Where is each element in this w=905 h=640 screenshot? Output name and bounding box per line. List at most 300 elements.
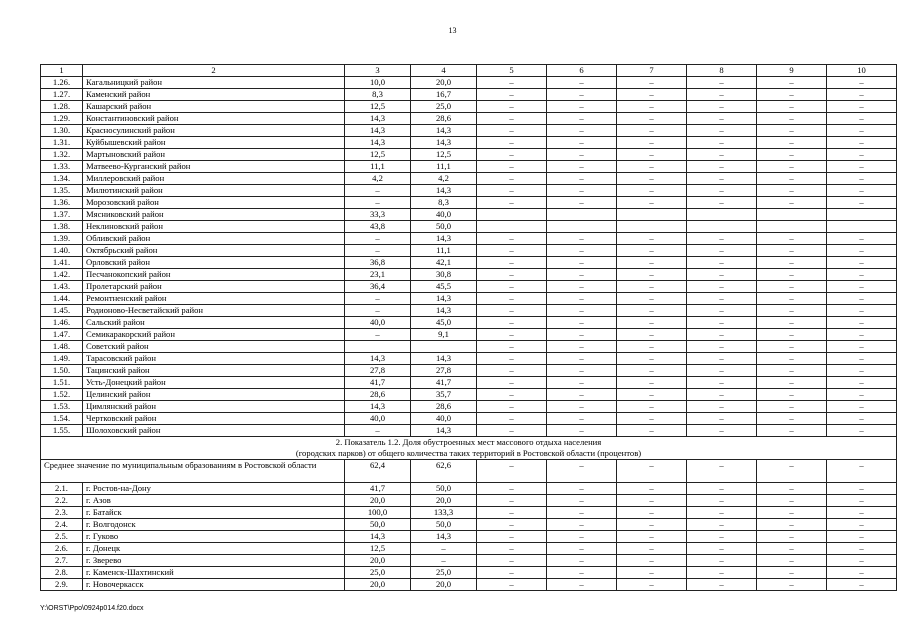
value-col-7: – xyxy=(617,507,687,519)
value-col-6: – xyxy=(547,317,617,329)
table-row xyxy=(41,389,897,401)
value-col-9: – xyxy=(757,531,827,543)
value-col-10: – xyxy=(827,233,897,245)
value-col-5: – xyxy=(477,567,547,579)
value-col-6: – xyxy=(547,483,617,495)
value-col-6: – xyxy=(547,543,617,555)
table-row xyxy=(41,245,897,257)
value-col-10: – xyxy=(827,483,897,495)
value-col-6: – xyxy=(547,377,617,389)
value-col-4: 14,3 xyxy=(411,185,477,197)
value-col-6: – xyxy=(547,531,617,543)
value-col-3: – xyxy=(345,293,411,305)
value-col-6 xyxy=(547,209,617,221)
value-col-6: – xyxy=(547,125,617,137)
municipality-name: Родионово-Несветайский район xyxy=(83,305,345,317)
value-col-5: – xyxy=(477,377,547,389)
value-col-6: – xyxy=(547,401,617,413)
row-number: 1.38. xyxy=(41,221,83,233)
value-col-6: – xyxy=(547,257,617,269)
value-col-3: 14,3 xyxy=(345,531,411,543)
row-number: 1.54. xyxy=(41,413,83,425)
municipality-name: Пролетарский район xyxy=(83,281,345,293)
value-col-8: – xyxy=(687,555,757,567)
value-col-3: 41,7 xyxy=(345,483,411,495)
table-row xyxy=(41,269,897,281)
value-col-7: – xyxy=(617,401,687,413)
table-row xyxy=(41,221,897,233)
value-col-7 xyxy=(617,221,687,233)
row-number: 1.51. xyxy=(41,377,83,389)
municipality-name: Сальский район xyxy=(83,317,345,329)
value-col-10: – xyxy=(827,113,897,125)
value-col-3: – xyxy=(345,329,411,341)
value-col-9: – xyxy=(757,519,827,531)
value-col-6: – xyxy=(547,495,617,507)
value-col-7: – xyxy=(617,101,687,113)
value-col-3: 43,8 xyxy=(345,221,411,233)
value-col-9: – xyxy=(757,233,827,245)
value-col-9: – xyxy=(757,149,827,161)
value-col-6: – xyxy=(547,555,617,567)
row-number: 1.33. xyxy=(41,161,83,173)
table-row xyxy=(41,341,897,353)
value-col-3: 4,2 xyxy=(345,173,411,185)
value-col-9: – xyxy=(757,269,827,281)
municipality-name: Орловский район xyxy=(83,257,345,269)
value-col-7: – xyxy=(617,77,687,89)
row-number: 2.7. xyxy=(41,555,83,567)
value-col-9: – xyxy=(757,185,827,197)
value-col-8 xyxy=(687,209,757,221)
value-col-10: – xyxy=(827,305,897,317)
value-col-7: – xyxy=(617,413,687,425)
value-col-8: – xyxy=(687,197,757,209)
municipality-name: г. Азов xyxy=(83,495,345,507)
value-col-3: 12,5 xyxy=(345,101,411,113)
value-col-5: – xyxy=(477,401,547,413)
value-col-4: 4,2 xyxy=(411,173,477,185)
value-col-8: – xyxy=(687,185,757,197)
value-col-5: – xyxy=(477,113,547,125)
table-row xyxy=(41,483,897,495)
value-col-8: – xyxy=(687,341,757,353)
value-col-7: – xyxy=(617,305,687,317)
value-col-9: – xyxy=(757,281,827,293)
municipality-name: Красносулинский район xyxy=(83,125,345,137)
value-col-7: – xyxy=(617,531,687,543)
value-col-3: 23,1 xyxy=(345,269,411,281)
value-col-5: – xyxy=(477,101,547,113)
row-number: 1.49. xyxy=(41,353,83,365)
table-row xyxy=(41,101,897,113)
value-col-8: – xyxy=(687,519,757,531)
value-col-7: – xyxy=(617,245,687,257)
value-col-7: – xyxy=(617,185,687,197)
value-col-8: – xyxy=(687,317,757,329)
value-col-9: – xyxy=(757,173,827,185)
value-col-4: 40,0 xyxy=(411,413,477,425)
value-col-10: – xyxy=(827,125,897,137)
value-col-8: – xyxy=(687,305,757,317)
municipality-name: Советский район xyxy=(83,341,345,353)
municipality-name: Семикаракорский район xyxy=(83,329,345,341)
value-col-6: – xyxy=(547,341,617,353)
value-col-10 xyxy=(827,221,897,233)
value-col-8: – xyxy=(687,365,757,377)
value-col-9: – xyxy=(757,293,827,305)
value-col-9: – xyxy=(757,341,827,353)
value-col-9: – xyxy=(757,317,827,329)
value-col-9: – xyxy=(757,460,827,483)
value-col-4: 20,0 xyxy=(411,77,477,89)
value-col-8: – xyxy=(687,173,757,185)
value-col-6: – xyxy=(547,149,617,161)
value-col-10: – xyxy=(827,507,897,519)
value-col-8: – xyxy=(687,89,757,101)
value-col-4: 14,3 xyxy=(411,353,477,365)
value-col-7: – xyxy=(617,161,687,173)
municipality-name: г. Волгодонск xyxy=(83,519,345,531)
table-row xyxy=(41,579,897,591)
value-col-10: – xyxy=(827,567,897,579)
value-col-3: 14,3 xyxy=(345,401,411,413)
value-col-5: – xyxy=(477,125,547,137)
municipality-name: Куйбышевский район xyxy=(83,137,345,149)
value-col-7: – xyxy=(617,365,687,377)
table-row xyxy=(41,567,897,579)
value-col-8: – xyxy=(687,413,757,425)
value-col-10: – xyxy=(827,401,897,413)
value-col-6: – xyxy=(547,507,617,519)
section-title-line-1: 2. Показатель 1.2. Доля обустроенных мест массового отдыха населения xyxy=(335,437,602,447)
table-row xyxy=(41,365,897,377)
table-row xyxy=(41,281,897,293)
value-col-3 xyxy=(345,341,411,353)
value-col-10: – xyxy=(827,413,897,425)
value-col-4: 28,6 xyxy=(411,113,477,125)
value-col-8: – xyxy=(687,495,757,507)
value-col-9: – xyxy=(757,353,827,365)
municipality-name: Усть-Донецкий район xyxy=(83,377,345,389)
value-col-8: – xyxy=(687,293,757,305)
value-col-9: – xyxy=(757,101,827,113)
header-cell: 4 xyxy=(411,65,477,77)
value-col-5: – xyxy=(477,425,547,437)
municipality-name: Тацинский район xyxy=(83,365,345,377)
value-col-4: 40,0 xyxy=(411,209,477,221)
row-number: 1.41. xyxy=(41,257,83,269)
value-col-9: – xyxy=(757,579,827,591)
municipality-name: Песчанокопский район xyxy=(83,269,345,281)
value-col-7: – xyxy=(617,460,687,483)
value-col-3: 8,3 xyxy=(345,89,411,101)
value-col-10: – xyxy=(827,317,897,329)
table-row xyxy=(41,293,897,305)
section-title-line-2: (городских парков) от общего количества таких территорий в Ростовской области (процентов) xyxy=(295,448,642,458)
value-col-9: – xyxy=(757,89,827,101)
row-number: 2.8. xyxy=(41,567,83,579)
footer-file-path: Y:\ORST\Ppo\0924p014.f20.docx xyxy=(40,605,144,612)
row-number: 2.1. xyxy=(41,483,83,495)
value-col-9: – xyxy=(757,389,827,401)
municipality-name: Тарасовский район xyxy=(83,353,345,365)
value-col-9: – xyxy=(757,413,827,425)
value-col-7: – xyxy=(617,353,687,365)
value-col-7 xyxy=(617,209,687,221)
value-col-3: 10,0 xyxy=(345,77,411,89)
value-col-5: – xyxy=(477,483,547,495)
value-col-9: – xyxy=(757,137,827,149)
value-col-3: 27,8 xyxy=(345,365,411,377)
value-col-4: 20,0 xyxy=(411,495,477,507)
value-col-4: 28,6 xyxy=(411,401,477,413)
value-col-8: – xyxy=(687,113,757,125)
value-col-3: 28,6 xyxy=(345,389,411,401)
value-col-9: – xyxy=(757,125,827,137)
value-col-6: – xyxy=(547,233,617,245)
value-col-10: – xyxy=(827,353,897,365)
table-row xyxy=(41,89,897,101)
value-col-10: – xyxy=(827,257,897,269)
value-col-10: – xyxy=(827,519,897,531)
value-col-3: 14,3 xyxy=(345,353,411,365)
value-col-9: – xyxy=(757,483,827,495)
table-row xyxy=(41,495,897,507)
municipality-name: г. Донецк xyxy=(83,543,345,555)
value-col-5: – xyxy=(477,317,547,329)
value-col-8: – xyxy=(687,233,757,245)
row-number: 1.32. xyxy=(41,149,83,161)
table-row xyxy=(41,305,897,317)
value-col-6: – xyxy=(547,425,617,437)
value-col-3: 36,8 xyxy=(345,257,411,269)
table-row xyxy=(41,425,897,437)
row-number: 1.36. xyxy=(41,197,83,209)
value-col-10: – xyxy=(827,329,897,341)
value-col-3: 40,0 xyxy=(345,413,411,425)
value-col-6: – xyxy=(547,281,617,293)
value-col-10: – xyxy=(827,197,897,209)
value-col-7: – xyxy=(617,543,687,555)
municipality-name: Миллеровский район xyxy=(83,173,345,185)
municipality-name: Милютинский район xyxy=(83,185,345,197)
value-col-6: – xyxy=(547,101,617,113)
value-col-6 xyxy=(547,221,617,233)
value-col-6: – xyxy=(547,305,617,317)
value-col-4: 25,0 xyxy=(411,567,477,579)
row-number: 1.48. xyxy=(41,341,83,353)
value-col-10: – xyxy=(827,293,897,305)
value-col-4 xyxy=(411,341,477,353)
row-number: 2.6. xyxy=(41,543,83,555)
value-col-4: 45,5 xyxy=(411,281,477,293)
value-col-3: – xyxy=(345,305,411,317)
value-col-6: – xyxy=(547,77,617,89)
value-col-9: – xyxy=(757,305,827,317)
value-col-8: – xyxy=(687,245,757,257)
value-col-3: – xyxy=(345,233,411,245)
value-col-10 xyxy=(827,209,897,221)
header-cell: 8 xyxy=(687,65,757,77)
municipality-name: Ремонтненский район xyxy=(83,293,345,305)
value-col-4: 45,0 xyxy=(411,317,477,329)
value-col-4: 16,7 xyxy=(411,89,477,101)
value-col-8: – xyxy=(687,389,757,401)
value-col-5: – xyxy=(477,257,547,269)
header-cell: 3 xyxy=(345,65,411,77)
value-col-7: – xyxy=(617,257,687,269)
table-row xyxy=(41,149,897,161)
value-col-3: 33,3 xyxy=(345,209,411,221)
value-col-4: 14,3 xyxy=(411,233,477,245)
value-col-6: – xyxy=(547,245,617,257)
value-col-3: 12,5 xyxy=(345,543,411,555)
value-col-6: – xyxy=(547,113,617,125)
municipality-name: Мартыновский район xyxy=(83,149,345,161)
value-col-10: – xyxy=(827,389,897,401)
value-col-5: – xyxy=(477,460,547,483)
value-col-5: – xyxy=(477,305,547,317)
municipality-name: г. Ростов-на-Дону xyxy=(83,483,345,495)
value-col-7: – xyxy=(617,555,687,567)
value-col-5: – xyxy=(477,531,547,543)
value-col-10: – xyxy=(827,341,897,353)
value-col-6: – xyxy=(547,413,617,425)
table-row xyxy=(41,401,897,413)
municipality-name: г. Новочеркасск xyxy=(83,579,345,591)
value-col-5: – xyxy=(477,137,547,149)
value-col-4: 35,7 xyxy=(411,389,477,401)
value-col-5: – xyxy=(477,365,547,377)
value-col-9 xyxy=(757,221,827,233)
value-col-7: – xyxy=(617,197,687,209)
value-col-5: – xyxy=(477,555,547,567)
row-number: 1.42. xyxy=(41,269,83,281)
value-col-4: 30,8 xyxy=(411,269,477,281)
table-row xyxy=(41,519,897,531)
value-col-4: 133,3 xyxy=(411,507,477,519)
value-col-4: 14,3 xyxy=(411,293,477,305)
value-col-8: – xyxy=(687,543,757,555)
value-col-5: – xyxy=(477,507,547,519)
value-col-7: – xyxy=(617,377,687,389)
row-number: 1.26. xyxy=(41,77,83,89)
municipality-name: Целинский район xyxy=(83,389,345,401)
header-cell: 7 xyxy=(617,65,687,77)
row-number: 2.4. xyxy=(41,519,83,531)
value-col-10: – xyxy=(827,173,897,185)
value-col-10: – xyxy=(827,269,897,281)
value-col-4: 14,3 xyxy=(411,125,477,137)
value-col-9: – xyxy=(757,77,827,89)
value-col-5: – xyxy=(477,579,547,591)
header-cell: 10 xyxy=(827,65,897,77)
value-col-3: 12,5 xyxy=(345,149,411,161)
value-col-5: – xyxy=(477,495,547,507)
municipality-name: г. Гуково xyxy=(83,531,345,543)
value-col-4: 14,3 xyxy=(411,137,477,149)
value-col-4: 41,7 xyxy=(411,377,477,389)
row-number: 1.27. xyxy=(41,89,83,101)
value-col-7: – xyxy=(617,113,687,125)
value-col-4: 25,0 xyxy=(411,101,477,113)
table-row xyxy=(41,413,897,425)
value-col-9: – xyxy=(757,257,827,269)
table-row xyxy=(41,543,897,555)
row-number: 1.45. xyxy=(41,305,83,317)
municipality-name: Мясниковский район xyxy=(83,209,345,221)
row-number: 1.31. xyxy=(41,137,83,149)
value-col-5: – xyxy=(477,543,547,555)
table-row xyxy=(41,185,897,197)
value-col-8: – xyxy=(687,401,757,413)
value-col-9: – xyxy=(757,329,827,341)
value-col-7: – xyxy=(617,495,687,507)
value-col-6: – xyxy=(547,89,617,101)
value-col-10: – xyxy=(827,149,897,161)
value-col-3: 25,0 xyxy=(345,567,411,579)
row-number: 1.47. xyxy=(41,329,83,341)
value-col-8: – xyxy=(687,125,757,137)
table-row xyxy=(41,125,897,137)
average-row xyxy=(41,460,897,483)
value-col-6: – xyxy=(547,197,617,209)
value-col-5: – xyxy=(477,233,547,245)
value-col-8: – xyxy=(687,483,757,495)
municipality-name: Цимлянский район xyxy=(83,401,345,413)
value-col-10: – xyxy=(827,137,897,149)
value-col-4: 14,3 xyxy=(411,531,477,543)
value-col-8: – xyxy=(687,161,757,173)
value-col-10: – xyxy=(827,245,897,257)
value-col-6: – xyxy=(547,579,617,591)
municipality-name: г. Батайск xyxy=(83,507,345,519)
value-col-6: – xyxy=(547,137,617,149)
value-col-6: – xyxy=(547,389,617,401)
municipality-name: Константиновский район xyxy=(83,113,345,125)
value-col-8: – xyxy=(687,460,757,483)
value-col-4: 50,0 xyxy=(411,519,477,531)
value-col-9: – xyxy=(757,425,827,437)
value-col-4: 11,1 xyxy=(411,245,477,257)
value-col-10: – xyxy=(827,281,897,293)
header-cell: 2 xyxy=(83,65,345,77)
value-col-7: – xyxy=(617,137,687,149)
value-col-9: – xyxy=(757,377,827,389)
table-row xyxy=(41,377,897,389)
value-col-5 xyxy=(477,209,547,221)
municipality-name: Каменский район xyxy=(83,89,345,101)
value-col-3: 14,3 xyxy=(345,125,411,137)
table-row xyxy=(41,161,897,173)
value-col-7: – xyxy=(617,89,687,101)
value-col-5: – xyxy=(477,89,547,101)
value-col-7: – xyxy=(617,519,687,531)
value-col-4: 8,3 xyxy=(411,197,477,209)
row-number: 2.3. xyxy=(41,507,83,519)
municipality-name: Октябрьский район xyxy=(83,245,345,257)
value-col-6: – xyxy=(547,519,617,531)
value-col-9 xyxy=(757,209,827,221)
value-col-6: – xyxy=(547,329,617,341)
value-col-4: 42,1 xyxy=(411,257,477,269)
value-col-3: 20,0 xyxy=(345,555,411,567)
table-row xyxy=(41,209,897,221)
value-col-8: – xyxy=(687,531,757,543)
value-col-6: – xyxy=(547,567,617,579)
value-col-10: – xyxy=(827,185,897,197)
